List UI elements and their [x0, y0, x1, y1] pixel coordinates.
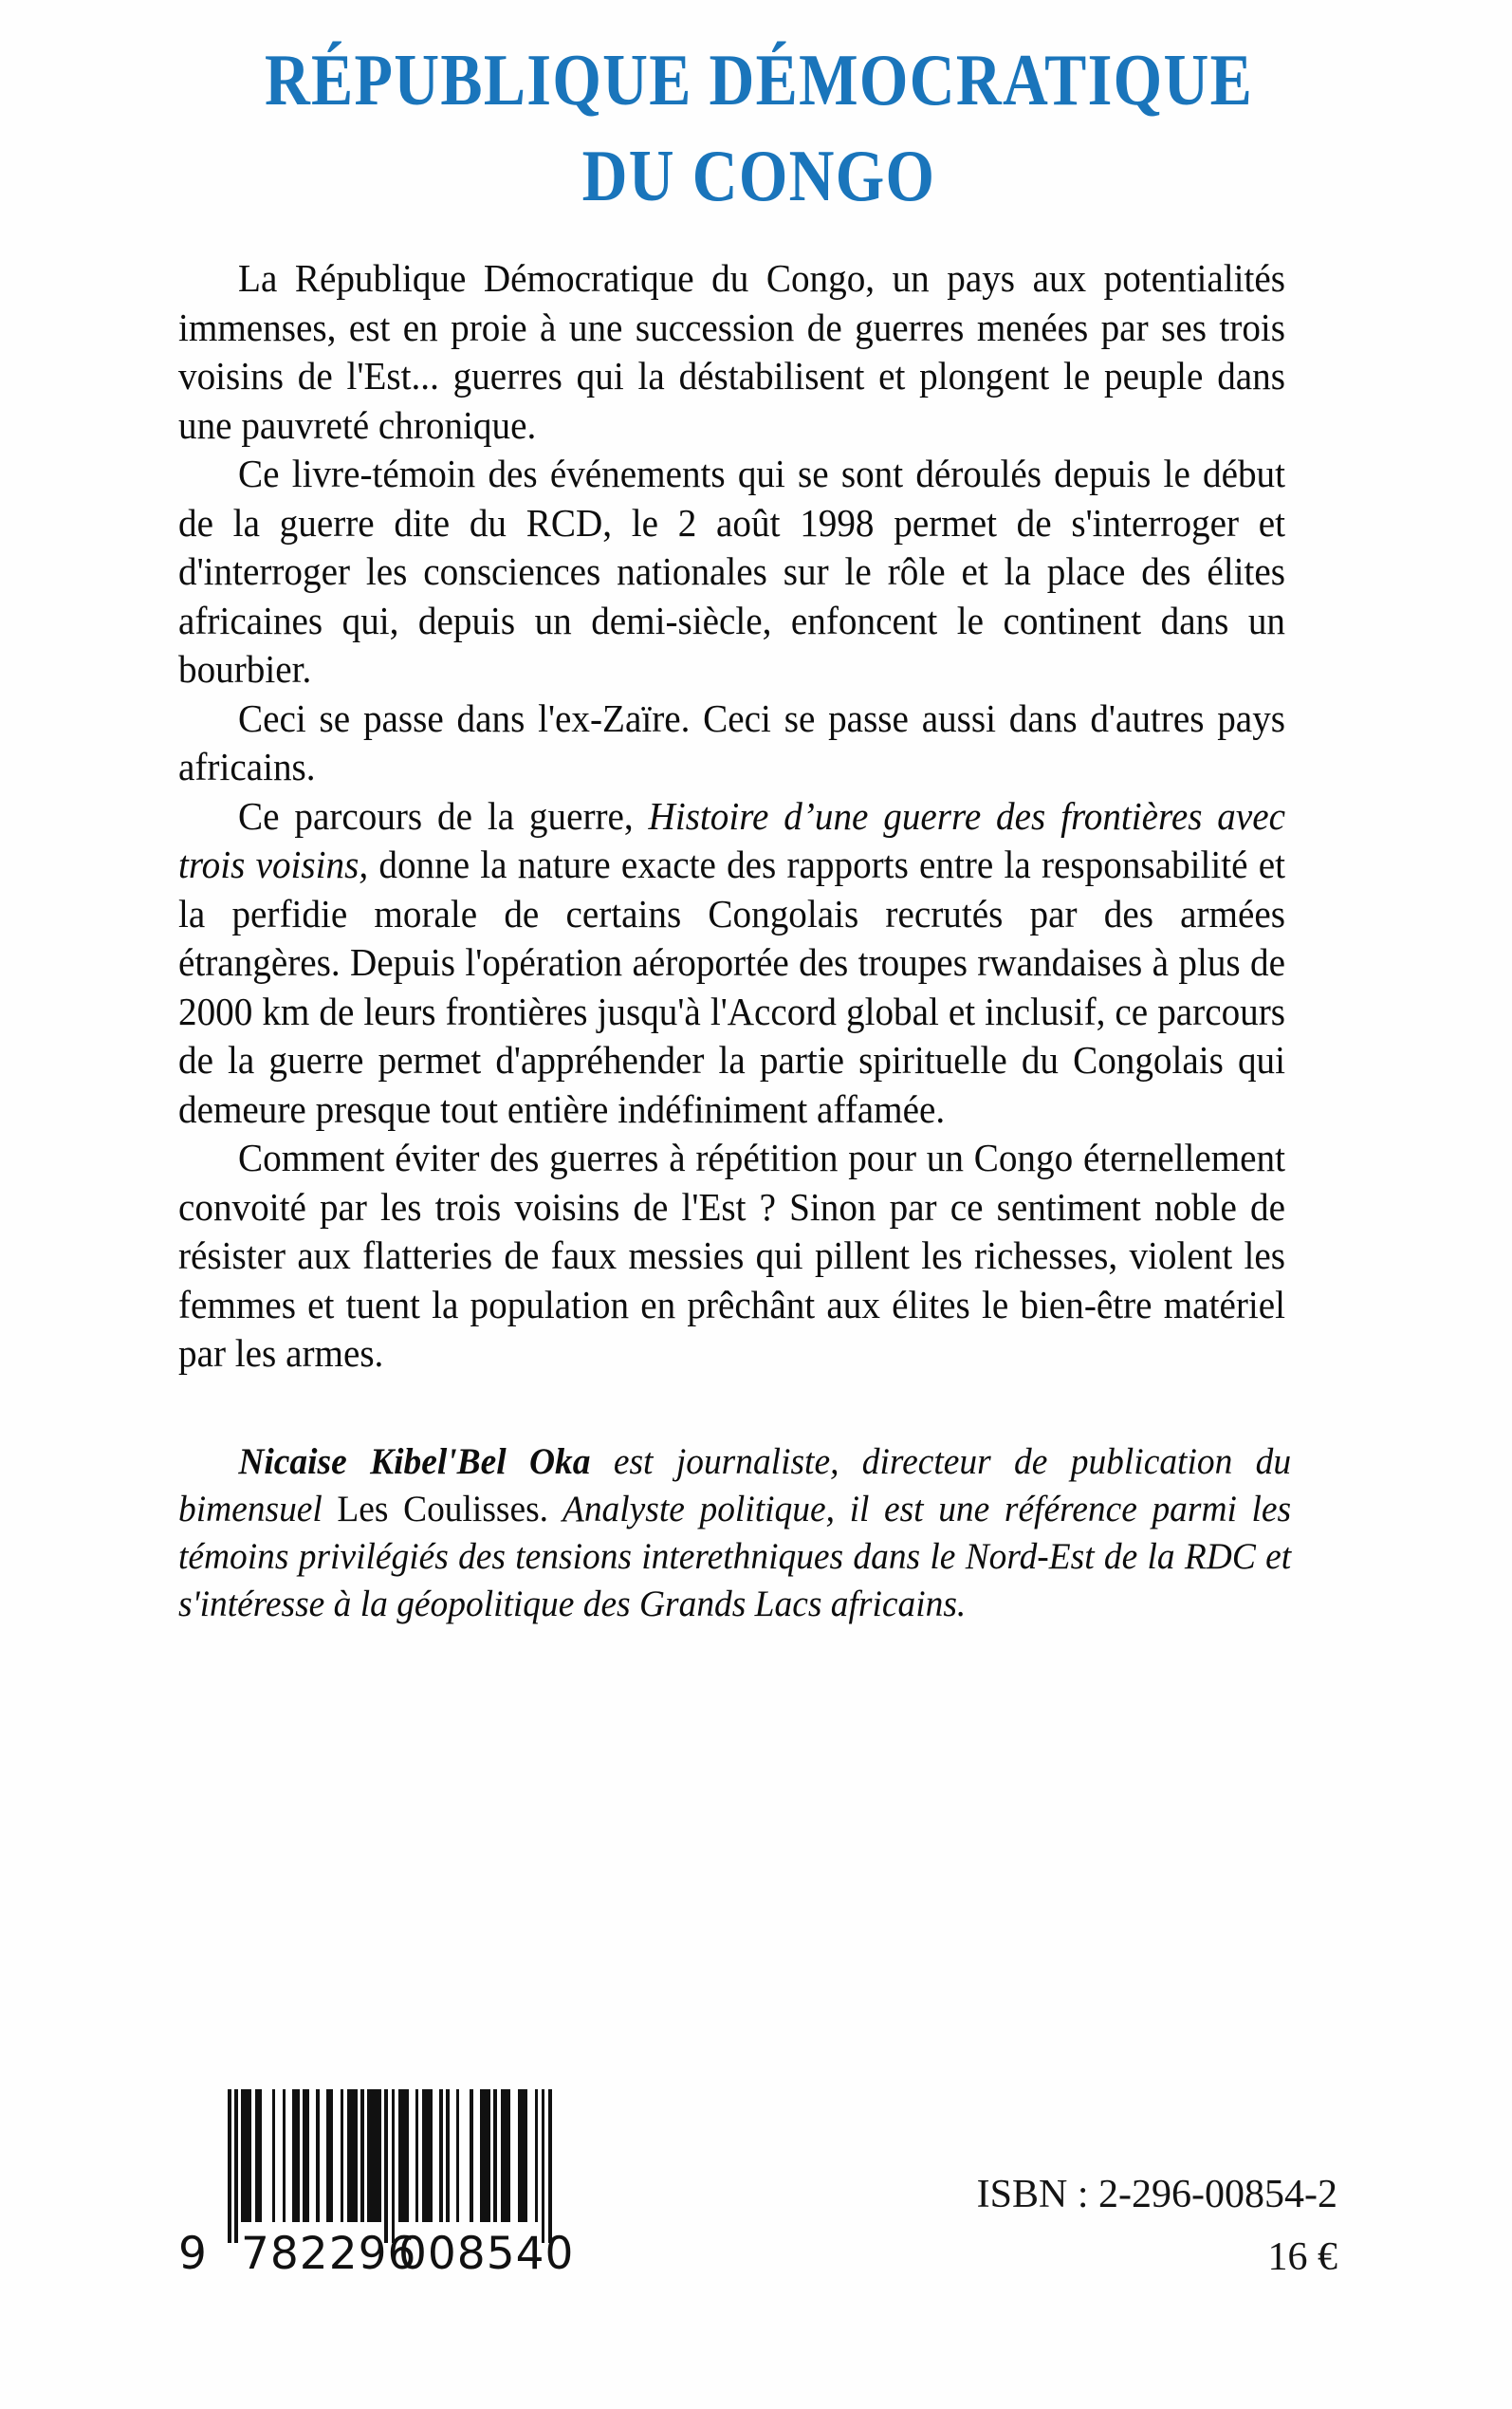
- barcode-gap: [510, 2089, 517, 2222]
- barcode-digit-group-middle: 782296: [241, 2228, 417, 2280]
- barcode-gap: [433, 2089, 439, 2222]
- barcode-bar: [292, 2089, 299, 2222]
- isbn-text: ISBN : 2-296-00854-2: [976, 2173, 1337, 2216]
- barcode-bar: [255, 2089, 262, 2222]
- blurb-paragraph: [178, 695, 1285, 792]
- barcode-gap: [333, 2089, 340, 2222]
- blurb-paragraph: [178, 450, 1285, 695]
- barcode-gap: [309, 2089, 316, 2222]
- barcode-bars: [228, 2089, 552, 2222]
- barcode-bar: [480, 2089, 490, 2222]
- barcode-bar: [422, 2089, 433, 2222]
- blurb-paragraph: [178, 792, 1285, 1135]
- barcode-bar: [241, 2089, 251, 2222]
- blurb-paragraph: [178, 254, 1285, 450]
- text-run: Ceci se passe dans l'ex-Zaïre. Ceci se passe aussi dans d'autres pays africains.: [178, 695, 1286, 788]
- barcode-bar: [548, 2089, 552, 2243]
- barcode-digit-group-left: 9: [178, 2228, 208, 2280]
- text-run: donne la nature exacte des rapports entre la responsabilité et la perfidie morale de certains Congolais recrutés par des armées étrangères. Depuis l'opération aéroportée des troupes rwandaises à plus de 2000 km de leurs frontières jusqu'à l'Accord global et inclusif, ce parcours de la guerre permet d'appréhender la partie spirituelle du Congolais qui demeure presque tout entière indéfiniment affamée.: [178, 843, 1286, 1131]
- price-text: 16 €: [1267, 2235, 1337, 2279]
- author-biography-text: [178, 1438, 1291, 1628]
- barcode-bar: [398, 2089, 409, 2222]
- barcode-bar: [326, 2089, 333, 2222]
- barcode-digit-group-right: 008540: [398, 2228, 575, 2280]
- text-run: Ce parcours de la guerre,: [238, 793, 649, 838]
- barcode-bar: [518, 2089, 528, 2222]
- barcode-bar: [303, 2089, 309, 2222]
- cover-title-line-1: RÉPUBLIQUE DÉMOCRATIQUE: [264, 39, 1254, 120]
- text-run: Les Coulisses.: [337, 1489, 549, 1529]
- italic-run: Analyste politique, il est une référence parmi les témoins privilégiés des tensions interethniques dans le Nord-Est de la RDC et s'intéresse à la géopolitique des Grands Lacs africains.: [178, 1489, 1292, 1624]
- italic-run: Histoire d’une guerre des frontières avec trois voisins,: [178, 793, 1285, 886]
- barcode-gap: [275, 2089, 282, 2222]
- blurb-text: [178, 254, 1337, 1379]
- barcode-gap: [262, 2089, 272, 2222]
- blurb-paragraph: [178, 1134, 1285, 1379]
- author-name: Nicaise Kibel'Bel Oka: [238, 1441, 591, 1482]
- barcode-bar: [501, 2089, 511, 2222]
- barcode-gap: [450, 2089, 456, 2222]
- barcode-gap: [473, 2089, 480, 2222]
- barcode-gap: [409, 2089, 415, 2222]
- barcode-bar: [347, 2089, 358, 2222]
- ean13-barcode: [178, 2089, 596, 2280]
- cover-title-line-2: DU CONGO: [581, 135, 936, 216]
- author-biography: [178, 1438, 1337, 1628]
- isbn-price-block: [977, 2163, 1337, 2289]
- barcode-gap: [527, 2089, 534, 2222]
- barcode-gap: [320, 2089, 326, 2222]
- barcode-gap: [459, 2089, 470, 2222]
- barcode-digits: [178, 2222, 596, 2280]
- barcode-bar: [367, 2089, 380, 2222]
- text-run: Comment éviter des guerres à répétition pour un Congo éternellement convoité par les trois voisins de l'Est ? Sinon par ce sentiment noble de résister aux flatteries de faux messies qui pillent les richesses, violent les femmes et tuent la population en prêchânt aux élites le bien-être matériel par les armes.: [178, 1136, 1286, 1375]
- italic-run: est journaliste, directeur de publication du bimensuel: [178, 1441, 1292, 1529]
- barcode-gap: [286, 2089, 292, 2222]
- text-run: La République Démocratique du Congo, un pays aux potentialités immenses, est en proie à une succession de guerres menées par ses trois voisins de l'Est... guerres qui la déstabilisent et plongent le peuple dans une pauvreté chronique.: [178, 256, 1286, 447]
- text-run: Ce livre-témoin des événements qui se sont déroulés depuis le début de la guerre dite du RCD, le 2 août 1998 permet de s'interroger et d'interroger les consciences nationales sur le rôle et la place des élites africaines qui, depuis un demi-siècle, enfoncent le continent dans un bourbier.: [178, 452, 1286, 691]
- cover-title: [142, 39, 1375, 216]
